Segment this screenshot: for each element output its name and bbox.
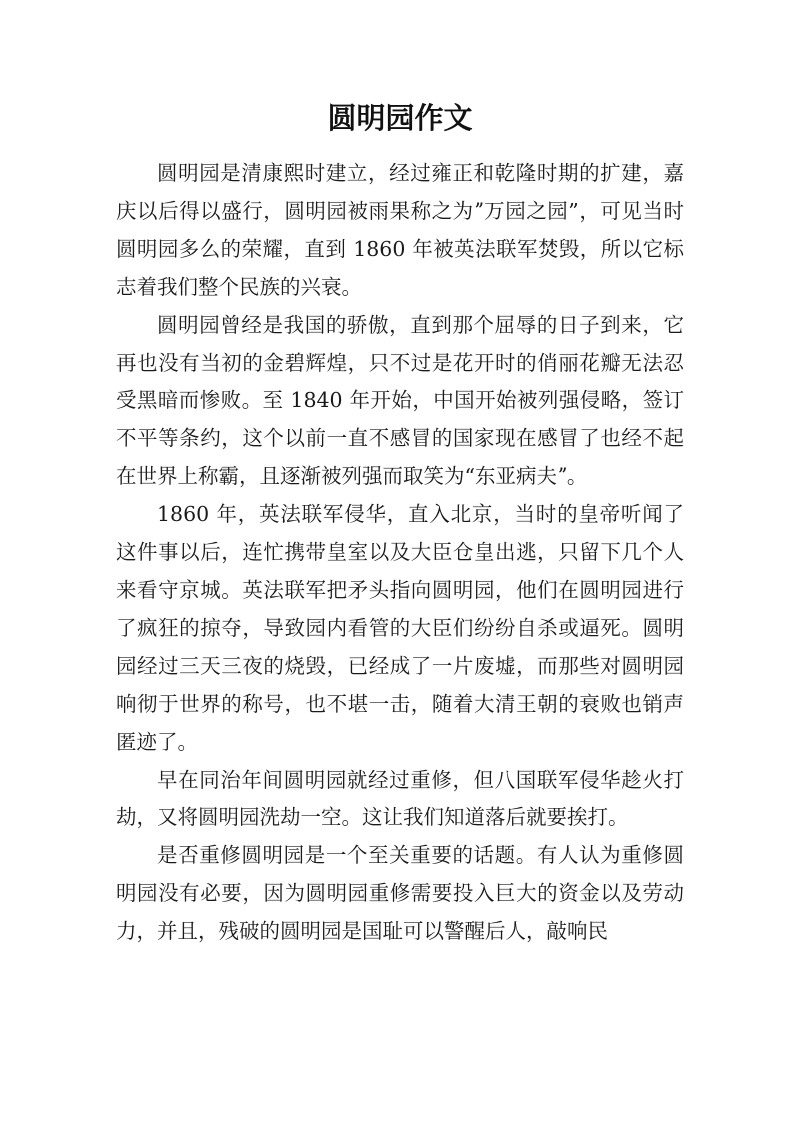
- paragraph: 1860 年，英法联军侵华，直入北京，当时的皇帝听闻了这件事以后，连忙携带皇室以及大臣仓皇出逃，只留下几个人来看守京城。英法联军把矛头指向圆明园，他们在圆明园进行了疯狂的掠夺，导致园内看管的大臣们纷纷自杀或逼死。圆明园经过三天三夜的烧毁，已经成了一片废墟，而那些对圆明园响彻于世界的称号，也不堪一击，随着大清王朝的衰败也销声匿迹了。: [116, 502, 684, 754]
- paragraph: 是否重修圆明园是一个至关重要的话题。有人认为重修圆明园没有必要，因为圆明园重修需要投入巨大的资金以及劳动力，并且，残破的圆明园是国耻可以警醒后人，敲响民: [116, 843, 684, 944]
- paragraph: 圆明园曾经是我国的骄傲，直到那个屈辱的日子到来，它再也没有当初的金碧辉煌，只不过是花开时的俏丽花瓣无法忍受黑暗而惨败。至 1840 年开始，中国开始被列强侵略，签订不平等条约，这个以前一直不感冒的国家现在感冒了也经不起在世界上称霸，且逐渐被列强而取笑为“东亚病夫ˮ。: [116, 312, 684, 489]
- document-title: 圆明园作文: [327, 101, 473, 135]
- document-body: [116, 155, 684, 951]
- paragraph: 早在同治年间圆明园就经过重修，但八国联军侵华趁火打劫，又将圆明园洗劫一空。这让我们知道落后就要挨打。: [116, 767, 684, 830]
- paragraph: 圆明园是清康熙时建立，经过雍正和乾隆时期的扩建，嘉庆以后得以盛行，圆明园被雨果称之为ˮ万园之园”，可见当时圆明园多么的荣耀，直到 1860 年被英法联军焚毁，所以它标志着我们整个民族的兴衰。: [116, 161, 684, 299]
